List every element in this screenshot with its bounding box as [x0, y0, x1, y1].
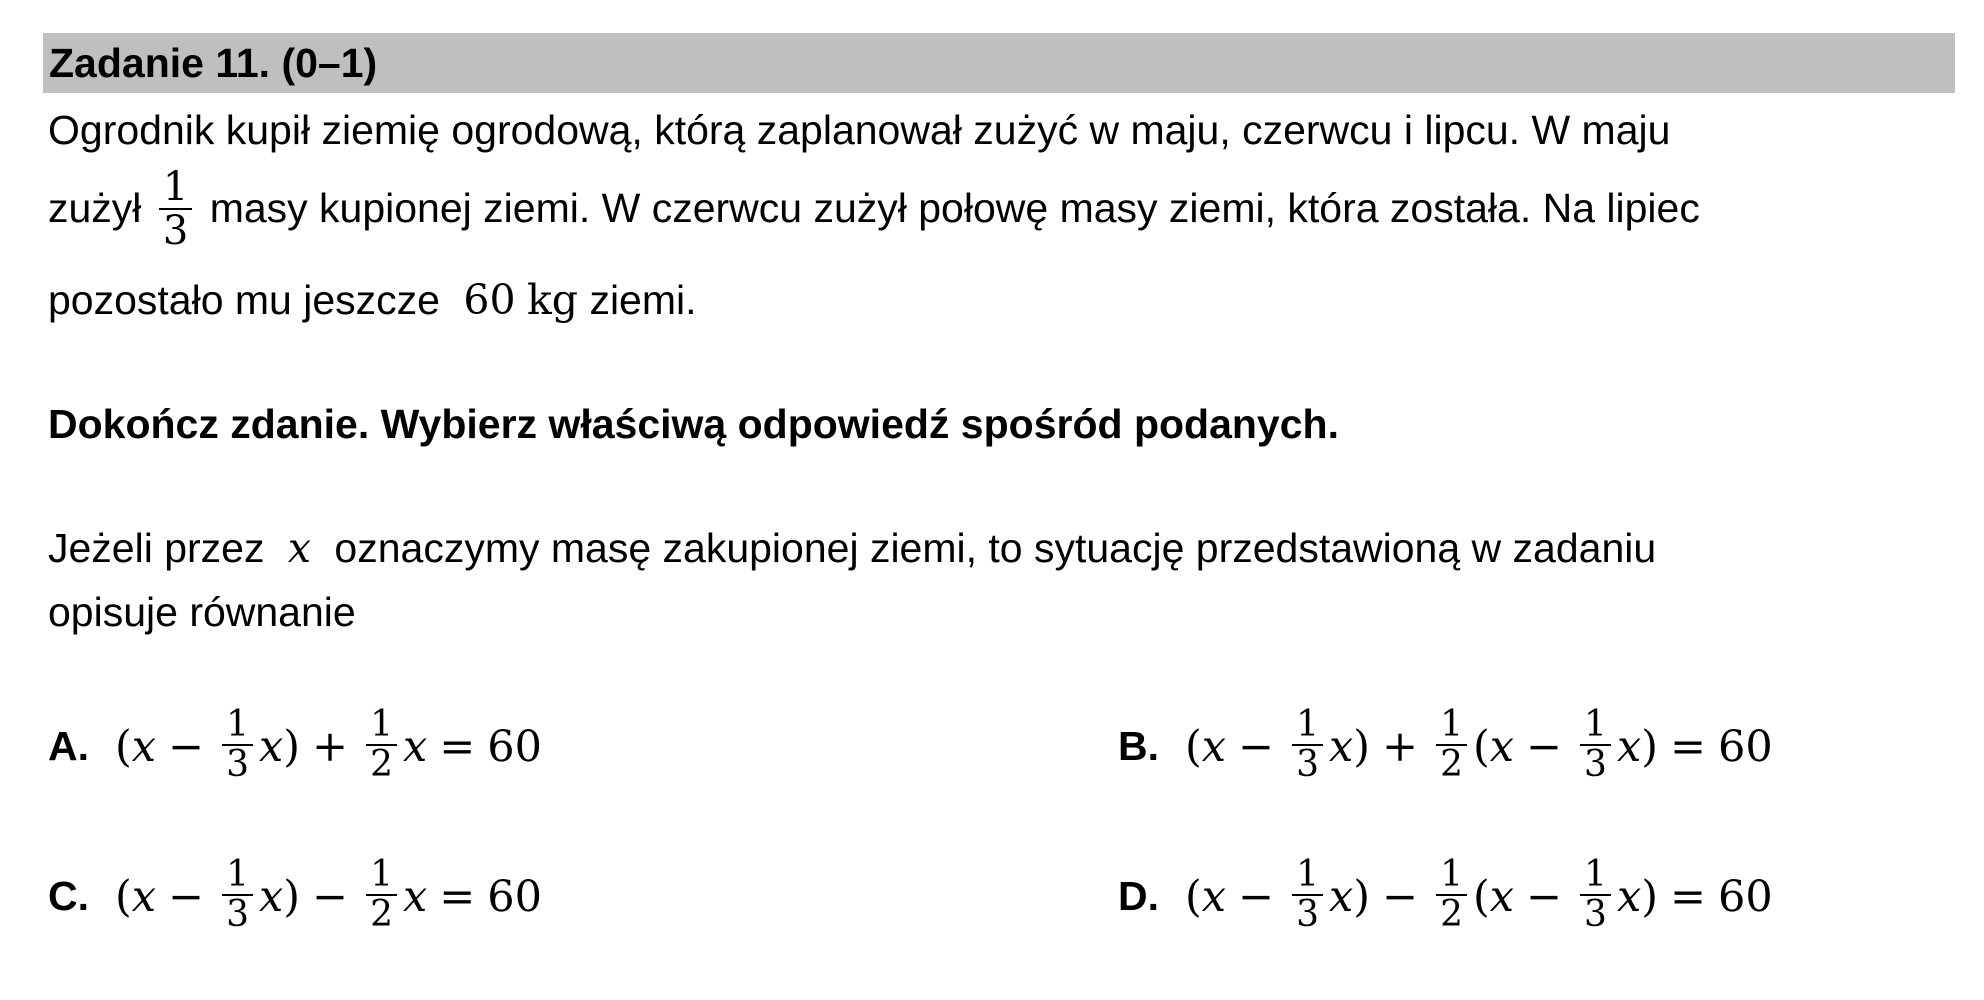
var: x — [258, 721, 284, 772]
intro-text: ziemi. — [589, 277, 697, 323]
paren: ( — [1472, 871, 1490, 922]
equation — [115, 704, 542, 786]
intro-line-2 — [48, 164, 1700, 254]
fraction — [222, 706, 253, 784]
den: 2 — [370, 893, 393, 935]
num: 1 — [1580, 706, 1611, 746]
var: x — [1328, 721, 1354, 772]
paren: ( — [115, 721, 132, 772]
fraction-numerator: 1 — [159, 166, 192, 210]
num: 1 — [366, 856, 397, 896]
equals-sign: = — [1670, 721, 1707, 772]
minus-sign: − — [1382, 871, 1419, 922]
rhs: 60 — [487, 871, 542, 922]
minus-sign: − — [168, 871, 205, 922]
paren: ) — [1353, 721, 1371, 772]
task-title: Zadanie 11. (0–1) — [49, 40, 378, 86]
paren: ) — [283, 721, 301, 772]
question-line-1 — [48, 524, 1656, 572]
num: 1 — [222, 856, 253, 896]
paren: ) — [1641, 721, 1658, 772]
den: 2 — [1440, 743, 1463, 785]
fraction — [1436, 856, 1467, 934]
num: 1 — [1436, 706, 1467, 746]
num: 1 — [366, 706, 397, 746]
option-b[interactable] — [1118, 704, 1773, 786]
question-text: oznaczymy masę zakupionej ziemi, to sytuację przedstawioną w zadaniu — [334, 525, 1657, 571]
intro-text: masy kupionej ziemi. W czerwcu zużył połowę masy ziemi, która została. Na lipiec — [209, 184, 1700, 231]
fraction — [366, 856, 397, 934]
rhs: 60 — [1718, 871, 1773, 922]
question-line-2: opisuje równanie — [48, 589, 356, 635]
amount-unit: kg — [526, 276, 579, 324]
var: x — [1616, 721, 1642, 772]
paren: ) — [283, 871, 301, 922]
minus-sign: − — [168, 721, 205, 772]
den: 3 — [226, 743, 249, 785]
paren: ( — [1185, 871, 1202, 922]
rhs: 60 — [1718, 721, 1773, 772]
var: x — [1616, 871, 1642, 922]
option-letter: A. — [48, 723, 89, 770]
var: x — [1328, 871, 1354, 922]
minus-sign: − — [1238, 721, 1275, 772]
paren: ) — [1641, 871, 1658, 922]
paren: ( — [1472, 721, 1490, 772]
option-c[interactable] — [48, 854, 542, 936]
den: 2 — [1440, 893, 1463, 935]
num: 1 — [222, 706, 253, 746]
paren: ( — [1185, 721, 1202, 772]
var: x — [1489, 721, 1515, 772]
task-header — [43, 33, 1955, 93]
var: x — [1489, 871, 1515, 922]
den: 3 — [1584, 743, 1607, 785]
fraction — [366, 706, 397, 784]
paren: ( — [115, 871, 132, 922]
var: x — [1201, 721, 1227, 772]
intro-text: pozostało mu jeszcze — [48, 277, 440, 323]
equation — [1185, 704, 1773, 786]
fraction — [1580, 856, 1611, 934]
variable-x: x — [287, 524, 312, 572]
option-d[interactable] — [1118, 854, 1773, 936]
intro-line-1: Ogrodnik kupił ziemię ogrodową, którą zaplanował zużyć w maju, czerwcu i lipcu. W maju — [48, 107, 1671, 153]
num: 1 — [1580, 856, 1611, 896]
plus-sign: + — [312, 721, 349, 772]
fraction — [1580, 706, 1611, 784]
intro-line-3 — [48, 276, 697, 324]
var: x — [402, 721, 428, 772]
num: 1 — [1292, 706, 1323, 746]
option-a[interactable] — [48, 704, 542, 786]
rhs: 60 — [487, 721, 542, 772]
fraction — [222, 856, 253, 934]
equals-sign: = — [1670, 871, 1707, 922]
var: x — [258, 871, 284, 922]
den: 3 — [226, 893, 249, 935]
var: x — [131, 721, 157, 772]
den: 3 — [1296, 743, 1319, 785]
equation — [115, 854, 542, 936]
den: 3 — [1296, 893, 1319, 935]
num: 1 — [1292, 856, 1323, 896]
option-letter: C. — [48, 873, 89, 920]
amount-value: 60 — [463, 276, 516, 324]
equals-sign: = — [439, 721, 476, 772]
fraction — [1436, 706, 1467, 784]
minus-sign: − — [1238, 871, 1275, 922]
intro-text: zużył — [48, 184, 142, 231]
fraction-one-third — [159, 166, 192, 252]
var: x — [402, 871, 428, 922]
den: 3 — [1584, 893, 1607, 935]
equals-sign: = — [439, 871, 476, 922]
den: 2 — [370, 743, 393, 785]
paren: ) — [1353, 871, 1371, 922]
fraction-denominator: 3 — [162, 208, 189, 254]
var: x — [131, 871, 157, 922]
minus-sign: − — [1526, 871, 1563, 922]
num: 1 — [1436, 856, 1467, 896]
plus-sign: + — [1382, 721, 1419, 772]
option-letter: B. — [1118, 723, 1159, 770]
var: x — [1201, 871, 1227, 922]
question-text: Jeżeli przez — [48, 525, 265, 571]
minus-sign: − — [1526, 721, 1563, 772]
fraction — [1292, 856, 1323, 934]
fraction — [1292, 706, 1323, 784]
instruction: Dokończ zdanie. Wybierz właściwą odpowiedź spośród podanych. — [48, 401, 1339, 447]
equation — [1185, 854, 1773, 936]
option-letter: D. — [1118, 873, 1159, 920]
minus-sign: − — [312, 871, 349, 922]
